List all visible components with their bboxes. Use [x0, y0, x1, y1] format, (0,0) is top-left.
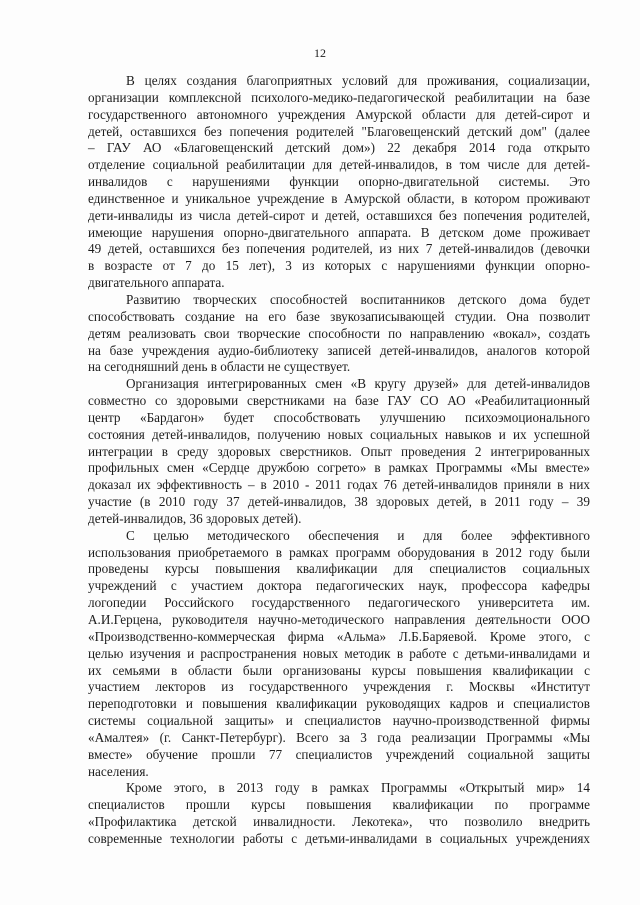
- text-line: Кроме этого, в 2013 году в рамках Программы «Открытый мир» 14: [126, 780, 590, 796]
- text-line: дети-инвалиды из числа детей-сирот и детей, оставшихся без попечения родителей,: [88, 207, 590, 223]
- text-line: участием лекторов из государственного учреждения г. Москвы «Институт: [88, 679, 590, 695]
- text-line: на базе учреждения аудио-библиотеку записей детей-инвалидов, аналогов которой: [88, 342, 590, 358]
- text-line: совместно со здоровыми сверстниками на базе ГАУ СО АО «Реабилитационный: [88, 393, 590, 409]
- paragraph: [88, 376, 590, 528]
- text-line: населения.: [88, 763, 149, 779]
- text-line: С целью методического обеспечения и для более эффективного: [126, 527, 590, 543]
- text-line: логопедии Российского государственного педагогического университета им.: [88, 595, 590, 611]
- text-line: – ГАУ АО «Благовещенский детский дом») 22 декабря 2014 года открыто: [88, 140, 590, 156]
- text-line: проведены курсы повышения квалификации для специалистов социальных: [88, 561, 590, 577]
- text-line: Развитию творческих способностей воспитанников детского дома будет: [126, 291, 590, 307]
- page-number: 12: [314, 46, 326, 60]
- text-line: «Амалтея» (г. Санкт-Петербург). Всего за 3 года реализации Программы «Мы: [88, 729, 590, 745]
- text-line: на сегодняшний день в области не существует.: [88, 359, 351, 375]
- text-line: единственное и уникальное учреждение в Амурской области, в котором проживают: [88, 190, 590, 206]
- text-line: организации комплексной психолого-медико-педагогической реабилитации на базе: [88, 89, 590, 105]
- text-line: использования приобретаемого в рамках программ оборудования в 2012 году были: [88, 544, 590, 560]
- text-line: системы социальной защиты» и специалистов научно-производственной фирмы: [88, 713, 590, 729]
- text-line: детей-инвалидов, 36 здоровых детей).: [88, 510, 302, 526]
- text-line: 49 детей, оставшихся без попечения родителей, из них 7 детей-инвалидов (девочки: [88, 241, 590, 257]
- text-line: доказал их эффективность – в 2010 - 2011 годах 76 детей-инвалидов приняли в них: [88, 477, 590, 493]
- text-line: детей, оставшихся без попечения родителей "Благовещенский детский дом" (далее: [88, 123, 590, 139]
- text-line: «Производственно-коммерческая фирма «Альма» Л.Б.Баряевой. Кроме этого, с: [88, 628, 590, 644]
- document-body: [88, 73, 590, 848]
- text-line: переподготовки и повышения квалификации руководящих кадров и специалистов: [88, 696, 590, 712]
- text-line: участие (в 2010 году 37 детей-инвалидов, 38 здоровых детей, в 2011 году – 39: [88, 494, 590, 510]
- text-line: двигательного аппарата.: [88, 275, 225, 291]
- text-line: имеющие нарушения опорно-двигательного аппарата. В детском доме проживает: [88, 224, 590, 240]
- text-line: профильных смен «Сердце дружбою согрето» в рамках Программы «Мы вместе»: [88, 460, 590, 476]
- text-line: состояния детей-инвалидов, получению новых социальных навыков и их успешной: [88, 426, 590, 442]
- text-line: интеграции в среду здоровых сверстников. Опыт проведения 2 интегрированных: [88, 443, 590, 459]
- paragraph: [88, 73, 590, 292]
- text-line: вместе» обучение прошли 77 специалистов учреждений социальной защиты: [88, 746, 590, 762]
- text-line: отделение социальной реабилитации для детей-инвалидов, в том числе для детей-: [88, 157, 590, 173]
- text-line: государственного автономного учреждения Амурской области для детей-сирот и: [88, 106, 590, 122]
- text-line: целью изучения и распространения новых методик в работе с детьми-инвалидами и: [88, 645, 590, 661]
- paragraph: [88, 528, 590, 781]
- text-line: А.И.Герцена, руководителя научно-методического направления деятельности ООО: [88, 612, 590, 627]
- text-line: современные технологии работы с детьми-инвалидами в социальных учреждениях: [88, 830, 590, 846]
- text-line: специалистов прошли курсы повышения квалификации по программе: [88, 797, 590, 813]
- text-line: В целях создания благоприятных условий для проживания, социализации,: [126, 73, 590, 88]
- text-line: способствовать создание на его базе звукозаписывающей студии. Она позволит: [88, 308, 590, 324]
- paragraph: [88, 292, 590, 376]
- paragraph: [88, 780, 590, 847]
- text-line: их семьями в области были организованы курсы повышения квалификации с: [88, 662, 590, 678]
- text-line: Организация интегрированных смен «В кругу друзей» для детей-инвалидов: [126, 376, 590, 392]
- text-line: центр «Бардагон» будет способствовать улучшению психоэмоционального: [88, 409, 590, 425]
- text-line: детям реализовать свои творческие способности по направлению «вокал», создать: [88, 325, 590, 341]
- text-line: в возрасте от 7 до 15 лет), 3 из которых с нарушениями функции опорно-: [88, 258, 590, 274]
- text-line: инвалидов с нарушениями функции опорно-двигательной системы. Это: [88, 174, 590, 190]
- text-line: «Профилактика детской инвалидности. Лекотека», что позволило внедрить: [88, 814, 590, 830]
- text-line: учреждений с участием доктора педагогических наук, профессора кафедры: [88, 578, 590, 594]
